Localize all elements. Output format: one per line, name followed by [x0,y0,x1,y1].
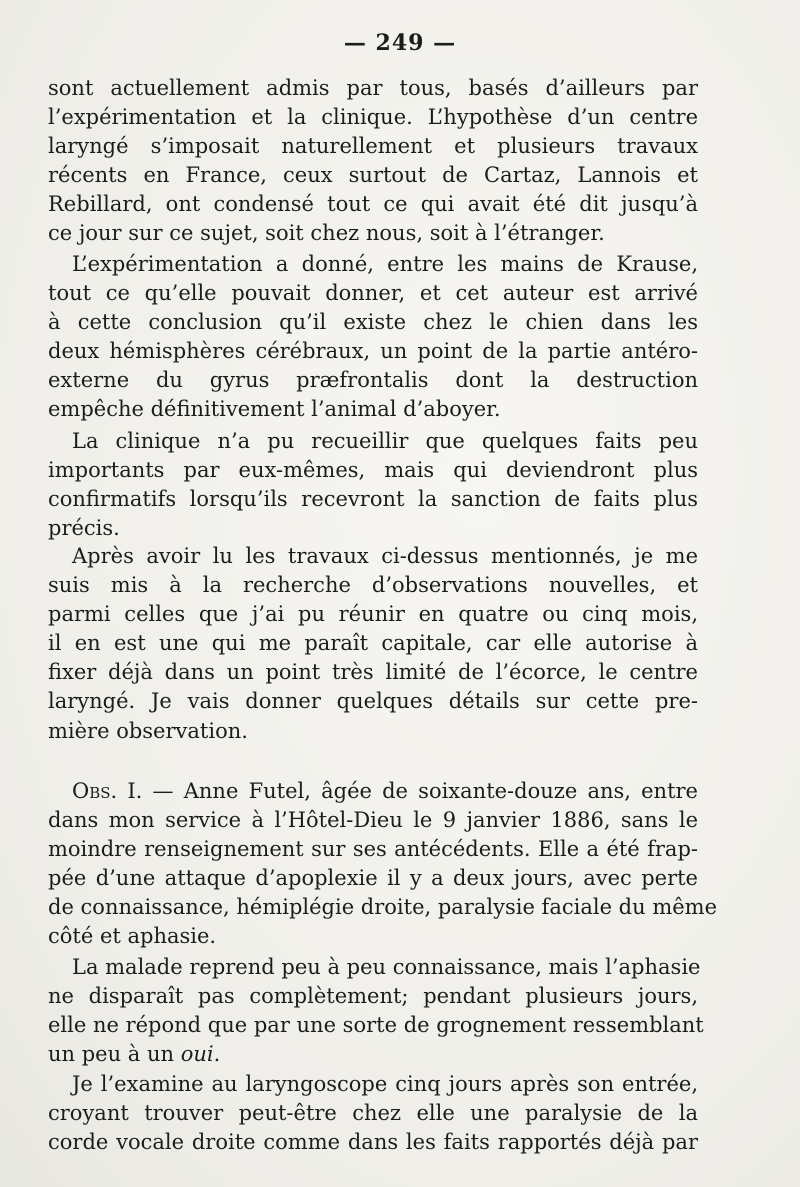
text-line: l’expérimentation et la clinique. L’hypothèse d’un centre [48,105,698,130]
observation-1 [48,777,717,952]
observation-label: Obs. I. [72,779,143,803]
italic-word: oui [180,1042,214,1067]
observation-first-line: — Anne Futel, âgée de soixante-douze ans, entre [142,779,698,803]
paragraph-3 [48,427,698,543]
text-line: suis mis à la recherche d’observations nouvelles, et [48,573,698,598]
text-line: L’expérimentation a donné, entre les mains de Krause, [72,252,698,276]
text-fragment: . [213,1042,221,1067]
text-line: croyant trouver peut-être chez elle une paralysie de la [48,1101,698,1126]
page-number: — 249 — [343,30,457,56]
text-line: ce jour sur ce sujet, soit chez nous, soit à l’étranger. [48,221,605,246]
text-line: Je l’examine au laryngoscope cinq jours après son entrée, [72,1072,698,1096]
text-line: ne disparaît pas complètement; pendant plusieurs jours, [48,984,698,1009]
text-line [48,1040,698,1069]
text-line: La malade reprend peu à peu connaissance, mais l’aphasie [72,955,701,979]
paragraph-4 [48,542,698,746]
text-line: La clinique n’a pu recueillir que quelques faits peu [72,429,698,453]
text-line: il en est une qui me paraît capitale, car elle autorise à [48,631,698,656]
text-line: tout ce qu’elle pouvait donner, et cet auteur est arrivé [48,281,698,306]
text-line: laryngé. Je vais donner quelques détails sur cette pre- [48,689,698,714]
text-line: laryngé s’imposait naturellement et plusieurs travaux [48,134,698,159]
text-line: externe du gyrus præfrontalis dont la destruction [48,368,698,393]
text-line: moindre renseignement sur ses antécédents. Elle a été frap- [48,837,698,862]
text-line: récents en France, ceux surtout de Cartaz, Lannois et [48,163,698,188]
text-line: empêche définitivement l’animal d’aboyer. [48,397,501,422]
text-line: côté et aphasie. [48,924,217,949]
text-line: importants par eux-mêmes, mais qui deviendront plus [48,458,698,483]
paragraph-6 [48,953,704,1069]
text-line: fixer déjà dans un point très limité de l’écorce, le centre [48,660,698,685]
text-line: parmi celles que j’ai pu réunir en quatre ou cinq mois, [48,602,698,627]
paragraph-1 [48,74,698,249]
text-line: Rebillard, ont condensé tout ce qui avait été dit jusqu’à [48,192,698,217]
text-fragment: un peu à un [48,1042,181,1067]
text-line: pée d’une attaque d’apoplexie il y a deux jours, avec perte [48,866,698,891]
text-line: dans mon service à l’Hôtel-Dieu le 9 janvier 1886, sans le [48,808,698,833]
text-line: Après avoir lu les travaux ci-dessus mentionnés, je me [72,544,698,568]
paragraph-2 [48,250,698,425]
text-line: précis. [48,516,120,541]
text-line: deux hémisphères cérébraux, un point de la partie antéro- [48,339,698,364]
text-line: elle ne répond que par une sorte de grognement ressemblant [48,1013,704,1038]
paragraph-7 [48,1070,698,1157]
text-line: confirmatifs lorsqu’ils recevront la sanction de faits plus [48,487,698,512]
text-line: à cette conclusion qu’il existe chez le chien dans les [48,310,698,335]
text-line [48,777,698,806]
text-line: mière observation. [48,718,248,743]
text-line: corde vocale droite comme dans les faits rapportés déjà par [48,1130,698,1155]
text-line: sont actuellement admis par tous, basés d’ailleurs par [48,76,698,100]
text-line: de connaissance, hémiplégie droite, paralysie faciale du même [48,895,717,920]
